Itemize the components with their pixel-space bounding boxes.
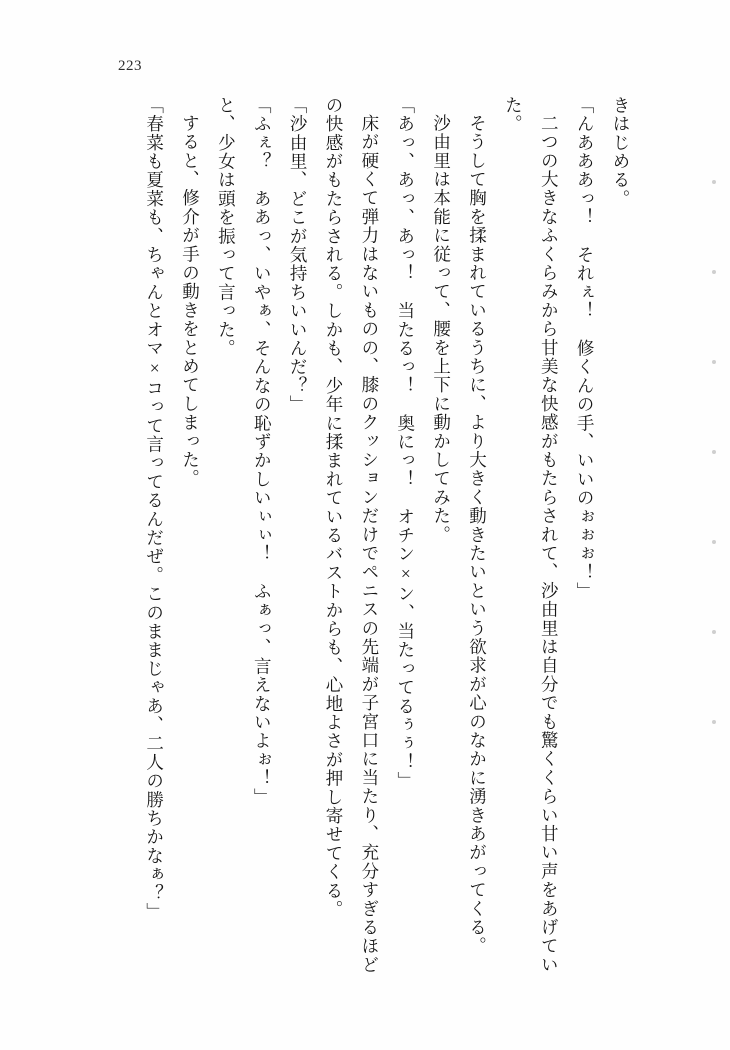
- paragraph: 「んあああっ！ それぇ！ 修くんの手、いいのぉぉぉ！」: [575, 96, 596, 601]
- binding-mark: [712, 540, 716, 544]
- binding-marks: [712, 180, 720, 920]
- page-number: 223: [118, 58, 142, 74]
- body-text: [78, 96, 638, 976]
- paragraph: 「沙由里、どこが気持ちいいんだ？」: [288, 96, 309, 414]
- paragraph: 二つの大きなふくらみから甘美な快感がもたらされて、沙由里は自分でも驚くくらい甘い声をあげていた。: [503, 96, 560, 974]
- paragraph: 「春菜も夏菜も、ちゃんとオマ×コって言ってるんだぜ。このままじゃあ、二人の勝ちかなぁ？」: [144, 96, 165, 922]
- paragraph: 床が硬くて弾力はないものの、膝のクッションだけでペニスの先端が子宮口に当たり、充分すぎるほどの快感がもたらされる。しかも、少年に揉まれているバストからも、心地よさが押し寄せてくる。: [324, 96, 380, 974]
- binding-mark: [712, 720, 716, 724]
- paragraph: きはじめる。: [611, 96, 631, 209]
- paragraph: 「ふぇ？ ああっ、いやぁ、そんなの恥ずかしいぃぃ！ ふぁっ、言えないよぉ！」: [252, 96, 273, 807]
- binding-mark: [712, 450, 716, 454]
- paragraph: そうして胸を揉まれているうちに、より大きく動きたいという欲求が心のなかに湧きあがってくる。: [467, 113, 488, 955]
- binding-mark: [712, 270, 716, 274]
- paragraph: 「あっ、あっ、あっ！ 当たるっ！ 奥にっ！ オチン×ン、当たってるぅぅ！」: [395, 96, 416, 791]
- binding-mark: [712, 180, 716, 184]
- paragraph: 沙由里は本能に従って、腰を上下に動かしてみた。: [431, 113, 452, 544]
- binding-mark: [712, 360, 716, 364]
- paragraph: すると、修介が手の動きをとめてしまった。: [180, 113, 201, 488]
- paragraph: と、少女は頭を振って言った。: [216, 96, 237, 358]
- binding-mark: [712, 630, 716, 634]
